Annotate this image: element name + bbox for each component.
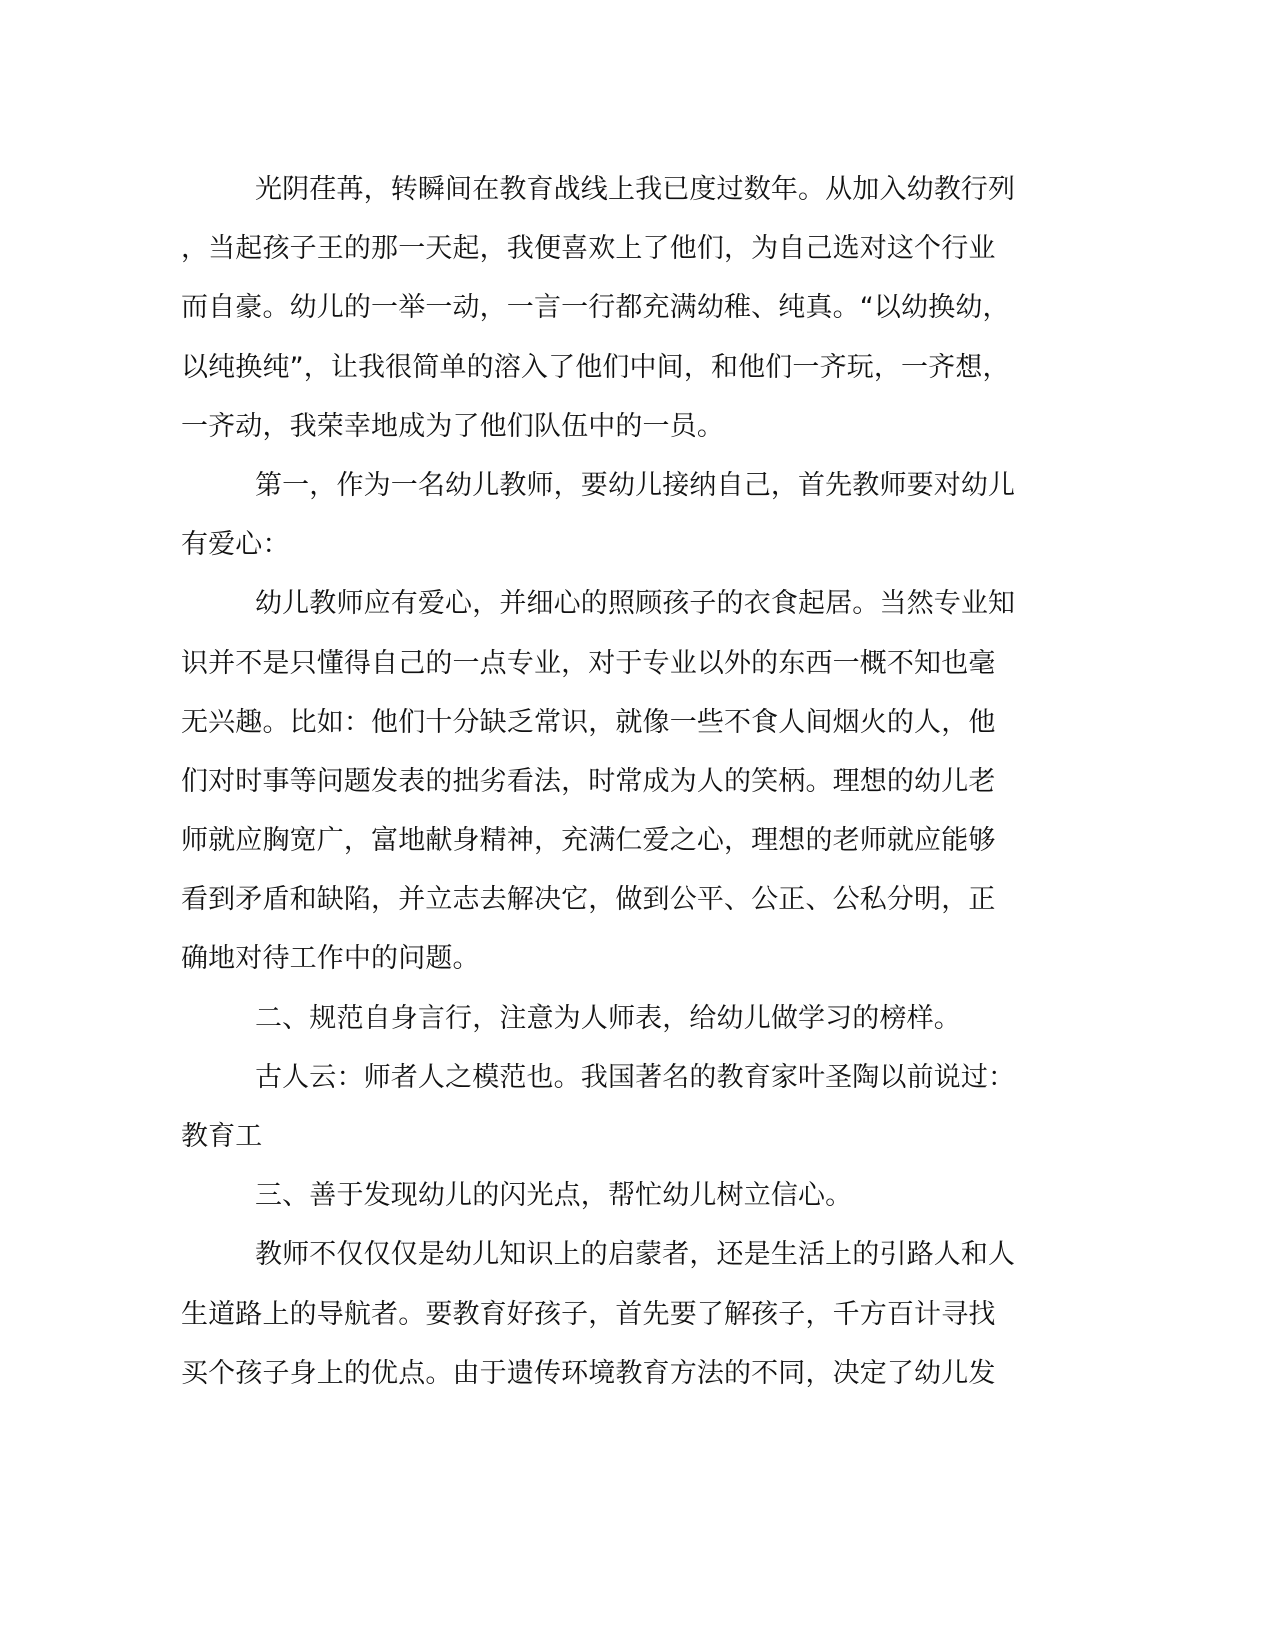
paragraph-5-line-3: 买个孩子身上的优点。由于遗传环境教育方法的不同，决定了幼儿发 xyxy=(181,1357,996,1389)
paragraph-3-line-2: 识并不是只懂得自己的一点专业，对于专业以外的东西一概不知也毫 xyxy=(181,647,996,679)
paragraph-1-line-4: 以纯换纯”，让我很简单的溶入了他们中间，和他们一齐玩，一齐想， xyxy=(181,351,1010,383)
paragraph-4-line-2: 教育工 xyxy=(181,1121,263,1152)
paragraph-1-line-5: 一齐动，我荣幸地成为了他们队伍中的一员。 xyxy=(181,410,724,442)
paragraph-3-line-3: 无兴趣。比如：他们十分缺乏常识，就像一些不食人间烟火的人，他 xyxy=(181,706,996,738)
paragraph-1-line-3: 而自豪。幼儿的一举一动，一言一行都充满幼稚、纯真。“以幼换幼， xyxy=(181,292,1010,324)
paragraph-3-line-6: 看到矛盾和缺陷，并立志去解决它，做到公平、公正、公私分明，正 xyxy=(181,884,996,916)
document-body xyxy=(181,160,1036,1403)
paragraph-1-line-2: ，当起孩子王的那一天起，我便喜欢上了他们，为自己选对这个行业 xyxy=(181,233,996,265)
paragraph-3-line-1: 幼儿教师应有爱心，并细心的照顾孩子的衣食起居。当然专业知 xyxy=(255,588,1016,620)
paragraph-2-line-1: 第一，作为一名幼儿教师，要幼儿接纳自己，首先教师要对幼儿 xyxy=(255,469,1016,501)
heading-three: 三、善于发现幼儿的闪光点，帮忙幼儿树立信心。 xyxy=(255,1180,853,1212)
paragraph-3-line-5: 师就应胸宽广，富地献身精神，充满仁爱之心，理想的老师就应能够 xyxy=(181,825,996,857)
heading-two: 二、规范自身言行，注意为人师表，给幼儿做学习的榜样。 xyxy=(255,1002,961,1034)
paragraph-1-line-1: 光阴荏苒，转瞬间在教育战线上我已度过数年。从加入幼教行列 xyxy=(255,174,1016,205)
paragraph-3-line-7: 确地对待工作中的问题。 xyxy=(181,943,480,975)
paragraph-4-line-1: 古人云：师者人之模范也。我国著名的教育家叶圣陶以前说过： xyxy=(255,1061,1016,1093)
paragraph-3-line-4: 们对时事等问题发表的拙劣看法，时常成为人的笑柄。理想的幼儿老 xyxy=(181,765,996,797)
paragraph-2-line-2: 有爱心： xyxy=(181,529,290,561)
paragraph-5-line-1: 教师不仅仅仅是幼儿知识上的启蒙者，还是生活上的引路人和人 xyxy=(255,1239,1016,1271)
paragraph-5-line-2: 生道路上的导航者。要教育好孩子，首先要了解孩子，千方百计寻找 xyxy=(181,1298,996,1330)
